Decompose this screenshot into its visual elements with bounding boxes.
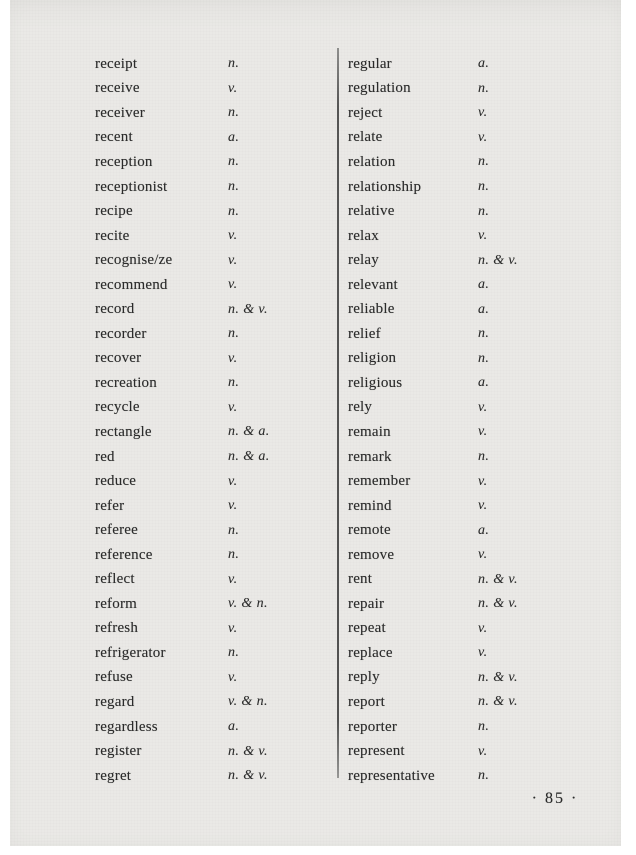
entry-part-of-speech: n. & v.: [478, 669, 518, 685]
entry-part-of-speech: n. & v.: [478, 596, 518, 612]
word-entry-row: [95, 690, 330, 715]
word-entry-row: [95, 641, 330, 666]
word-entry-row: [95, 248, 330, 273]
entry-part-of-speech: n. & a.: [228, 424, 270, 440]
entry-word: recreation: [95, 374, 157, 391]
word-entry-row: [348, 101, 618, 126]
entry-word: relief: [348, 325, 381, 342]
entry-word: relate: [348, 129, 383, 146]
word-entry-row: [348, 469, 618, 494]
entry-word: remember: [348, 473, 411, 490]
word-entry-row: [348, 224, 618, 249]
entry-part-of-speech: n.: [478, 449, 490, 465]
scanned-paper: [10, 0, 621, 846]
entry-word: recycle: [95, 399, 140, 416]
entry-word: register: [95, 743, 142, 760]
entry-part-of-speech: v.: [228, 350, 238, 366]
word-entry-row: [348, 690, 618, 715]
word-entry-row: [95, 764, 330, 789]
entry-word: rent: [348, 571, 373, 588]
word-entry-row: [348, 764, 618, 789]
entry-part-of-speech: v.: [478, 105, 488, 121]
entry-word: receiver: [95, 104, 145, 121]
entry-part-of-speech: v.: [478, 399, 488, 415]
entry-word: recorder: [95, 325, 147, 342]
entry-part-of-speech: n.: [228, 522, 240, 538]
word-entry-row: [348, 543, 618, 568]
entry-part-of-speech: n. & a.: [228, 449, 270, 465]
entry-part-of-speech: v.: [478, 228, 488, 244]
entry-part-of-speech: n.: [228, 179, 240, 194]
entry-word: reject: [348, 104, 383, 121]
page-number: · 85 ·: [531, 790, 579, 807]
entry-word: refer: [95, 497, 125, 514]
entry-word: represent: [348, 743, 405, 760]
entry-word: representative: [348, 767, 435, 784]
entry-word: recommend: [95, 276, 168, 293]
entry-word: remain: [348, 423, 391, 440]
word-entry-row: [95, 445, 330, 470]
entry-part-of-speech: v.: [228, 473, 238, 489]
word-entry-row: [95, 77, 330, 102]
word-entry-row: [348, 567, 618, 592]
entry-part-of-speech: n.: [478, 80, 490, 96]
entry-part-of-speech: n.: [478, 203, 490, 219]
entry-word: recite: [95, 227, 130, 244]
word-entry-row: [95, 52, 330, 77]
entry-word: regret: [95, 767, 132, 784]
word-entry-row: [348, 739, 618, 764]
word-entry-row: [348, 126, 618, 151]
entry-word: reliable: [348, 301, 395, 318]
entry-part-of-speech: n.: [478, 350, 490, 366]
word-entry-row: [95, 297, 330, 322]
entry-word: regardless: [95, 718, 158, 735]
entry-part-of-speech: n. & v.: [228, 768, 268, 784]
entry-part-of-speech: v.: [478, 620, 488, 636]
entry-word: rely: [348, 399, 373, 416]
entry-word: receipt: [95, 55, 138, 72]
column-divider-rule: [337, 48, 339, 778]
entry-word: repair: [348, 595, 385, 612]
entry-word: reception: [95, 153, 153, 170]
word-entry-row: [348, 420, 618, 445]
entry-word: reflect: [95, 571, 135, 588]
entry-part-of-speech: v.: [478, 547, 488, 563]
entry-part-of-speech: n.: [228, 154, 240, 170]
entry-word: recipe: [95, 203, 133, 220]
entry-word: remove: [348, 546, 395, 563]
word-entry-row: [348, 445, 618, 470]
word-entry-row: [95, 494, 330, 519]
entry-part-of-speech: v.: [228, 277, 238, 293]
word-entry-row: [348, 715, 618, 740]
word-entry-row: [95, 199, 330, 224]
entry-word: rectangle: [95, 423, 152, 440]
word-entry-row: [348, 297, 618, 322]
word-entry-row: [95, 175, 330, 200]
entry-word: red: [95, 448, 115, 465]
entry-word: reply: [348, 669, 380, 686]
entry-part-of-speech: v.: [478, 473, 488, 489]
entry-part-of-speech: n.: [228, 105, 240, 121]
wordlist-column-left: [95, 52, 330, 788]
entry-part-of-speech: v.: [228, 571, 238, 587]
entry-part-of-speech: v.: [478, 743, 488, 759]
word-entry-row: [348, 248, 618, 273]
entry-word: receive: [95, 80, 140, 97]
wordlist-column-right: [348, 52, 618, 788]
word-entry-row: [348, 52, 618, 77]
word-entry-row: [95, 739, 330, 764]
entry-word: refuse: [95, 669, 133, 686]
entry-word: reduce: [95, 473, 137, 490]
entry-part-of-speech: a.: [228, 719, 240, 735]
word-entry-row: [348, 494, 618, 519]
entry-word: record: [95, 301, 135, 318]
word-entry-row: [348, 347, 618, 372]
entry-part-of-speech: n.: [478, 154, 490, 170]
word-entry-row: [348, 641, 618, 666]
entry-part-of-speech: v.: [228, 80, 238, 96]
word-entry-row: [348, 396, 618, 421]
entry-part-of-speech: v.: [228, 252, 238, 268]
entry-part-of-speech: v.: [478, 129, 488, 145]
word-entry-row: [348, 150, 618, 175]
entry-word: refresh: [95, 620, 139, 637]
entry-word: refrigerator: [95, 644, 166, 661]
entry-part-of-speech: n. & v.: [228, 743, 268, 759]
entry-word: referee: [95, 522, 139, 539]
entry-word: relevant: [348, 276, 398, 293]
word-entry-row: [348, 175, 618, 200]
entry-part-of-speech: n.: [478, 768, 490, 784]
word-entry-row: [95, 666, 330, 691]
word-entry-row: [95, 617, 330, 642]
entry-part-of-speech: n.: [478, 719, 490, 735]
word-entry-row: [95, 126, 330, 151]
entry-word: religious: [348, 374, 403, 391]
entry-word: recent: [95, 129, 133, 146]
entry-part-of-speech: n.: [228, 547, 240, 563]
word-entry-row: [95, 273, 330, 298]
entry-word: reporter: [348, 718, 398, 735]
word-entry-row: [95, 469, 330, 494]
entry-word: relax: [348, 227, 379, 244]
entry-part-of-speech: a.: [478, 56, 490, 72]
entry-word: relation: [348, 153, 396, 170]
entry-part-of-speech: v.: [228, 399, 238, 415]
entry-part-of-speech: v. & n.: [228, 694, 268, 710]
entry-word: relative: [348, 203, 395, 220]
entry-word: remind: [348, 497, 392, 514]
entry-part-of-speech: v.: [478, 498, 488, 514]
entry-word: reference: [95, 546, 153, 563]
entry-part-of-speech: a.: [478, 522, 490, 538]
entry-word: religion: [348, 350, 397, 367]
word-entry-row: [348, 371, 618, 396]
word-entry-row: [95, 567, 330, 592]
entry-part-of-speech: n.: [478, 179, 490, 194]
entry-part-of-speech: n. & v.: [478, 252, 518, 268]
entry-part-of-speech: n. & v.: [228, 301, 268, 317]
word-entry-row: [95, 224, 330, 249]
word-entry-row: [95, 518, 330, 543]
entry-part-of-speech: n.: [228, 56, 240, 72]
word-entry-row: [348, 592, 618, 617]
word-entry-row: [348, 518, 618, 543]
word-entry-row: [95, 322, 330, 347]
entry-word: relationship: [348, 178, 422, 195]
word-entry-row: [348, 77, 618, 102]
entry-part-of-speech: v.: [228, 498, 238, 514]
word-entry-row: [348, 322, 618, 347]
entry-word: remark: [348, 448, 392, 465]
word-entry-row: [95, 396, 330, 421]
entry-word: regular: [348, 55, 392, 72]
entry-part-of-speech: n.: [228, 203, 240, 219]
entry-part-of-speech: n. & v.: [478, 694, 518, 710]
entry-word: receptionist: [95, 178, 168, 195]
word-entry-row: [95, 543, 330, 568]
entry-part-of-speech: v.: [228, 669, 238, 685]
entry-part-of-speech: n. & v.: [478, 571, 518, 587]
entry-part-of-speech: n.: [228, 375, 240, 391]
word-entry-row: [95, 150, 330, 175]
entry-word: regard: [95, 693, 135, 710]
entry-part-of-speech: a.: [228, 129, 240, 145]
word-entry-row: [348, 666, 618, 691]
word-entry-row: [348, 199, 618, 224]
entry-word: report: [348, 693, 386, 710]
entry-word: reform: [95, 595, 138, 612]
entry-word: recognise/ze: [95, 252, 173, 269]
entry-part-of-speech: v. & n.: [228, 596, 268, 612]
entry-word: regulation: [348, 80, 411, 97]
entry-word: recover: [95, 350, 142, 367]
word-entry-row: [348, 617, 618, 642]
entry-part-of-speech: v.: [228, 228, 238, 244]
entry-part-of-speech: n.: [228, 645, 240, 661]
entry-word: remote: [348, 522, 391, 539]
entry-word: repeat: [348, 620, 386, 637]
entry-part-of-speech: n.: [228, 326, 240, 342]
entry-part-of-speech: n.: [478, 326, 490, 342]
word-entry-row: [95, 347, 330, 372]
entry-word: replace: [348, 644, 393, 661]
word-entry-row: [95, 592, 330, 617]
entry-part-of-speech: v.: [478, 645, 488, 661]
entry-part-of-speech: a.: [478, 301, 490, 317]
word-entry-row: [95, 715, 330, 740]
entry-part-of-speech: v.: [228, 620, 238, 636]
word-entry-row: [95, 371, 330, 396]
entry-word: relay: [348, 252, 379, 269]
word-entry-row: [95, 420, 330, 445]
entry-part-of-speech: v.: [478, 424, 488, 440]
entry-part-of-speech: a.: [478, 375, 490, 391]
word-entry-row: [95, 101, 330, 126]
word-entry-row: [348, 273, 618, 298]
entry-part-of-speech: a.: [478, 277, 490, 293]
